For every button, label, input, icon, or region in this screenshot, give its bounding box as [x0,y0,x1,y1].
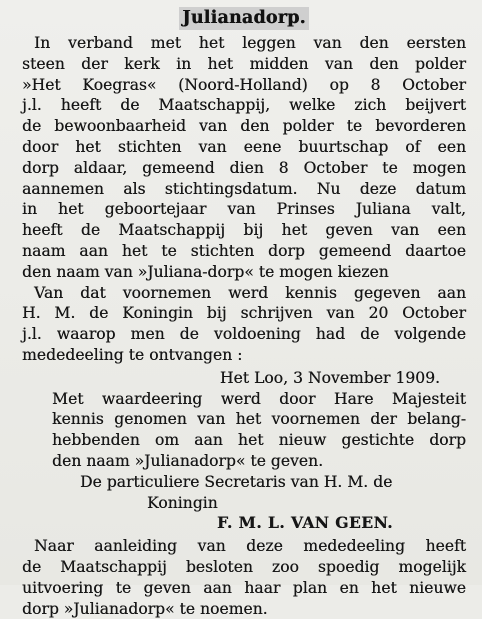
paragraph-3 [22,536,466,619]
text-line: naam aan het te stichten dorp gemeend daartoe [22,241,466,260]
paragraph-2 [22,283,466,366]
text-line: dorp »Julianadorp« te noemen. [22,599,268,618]
text-line: Met waardeering werd door Hare Majesteit [52,389,466,408]
text-line: j.l. heeft de Maatschappij, welke zich beijvert [22,96,466,115]
text-line: Naar aanleiding van deze mededeeling heeft [34,537,466,556]
text-line: j.l. waarop men de voldoening had de volgende [22,325,466,344]
quoted-letter [22,368,466,534]
text-line: den naam van »Juliana-dorp« te mogen kiezen [22,262,389,281]
text-line: kennis genomen van het voornemen der belang- [52,410,466,429]
paragraph-1 [22,33,466,283]
text-line: De particuliere Secretaris van H. M. de [80,472,393,491]
text-line: in het geboortejaar van Prinses Juliana valt, [22,200,466,219]
text-line: den naam »Julianadorp« te geven. [52,451,324,470]
text-line: uitvoering te geven aan haar plan en het nieuwe [22,578,466,597]
text-line: dorp aldaar, gemeend dien 8 October te mogen [22,158,466,177]
letter-signature: F. M. L. VAN GEEN. [217,513,393,533]
letter-dateline: Het Loo, 3 November 1909. [219,368,440,387]
text-line: aannemen als stichtingsdatum. Nu deze datum [22,179,466,198]
text-line: hebbenden om aan het nieuw gestichte dorp [52,431,466,450]
text-line: Koningin [147,493,218,512]
text-line: door het stichten van eene buurtschap of een [22,137,466,156]
text-line: steen der kerk in het midden van den polder [22,54,466,73]
text-line: heeft de Maatschappij bij het geven van een [22,221,466,240]
headline-wrapper [22,5,466,31]
text-line: In verband met het leggen van den eersten [34,34,466,52]
text-line: Van dat voornemen werd kennis gegeven aan [34,283,466,302]
text-line: »Het Koegras« (Noord-Holland) op 8 October [22,75,466,94]
text-line: de bewoonbaarheid van den polder te bevorderen [22,117,466,136]
text-line: de Maatschappij besloten zoo spoedig mogelijk [22,557,466,576]
text-line: H. M. de Koningin bij schrijven van 20 October [22,304,466,323]
text-line: mededeeling te ontvangen : [22,345,243,364]
headline: Julianadorp. [179,7,309,30]
